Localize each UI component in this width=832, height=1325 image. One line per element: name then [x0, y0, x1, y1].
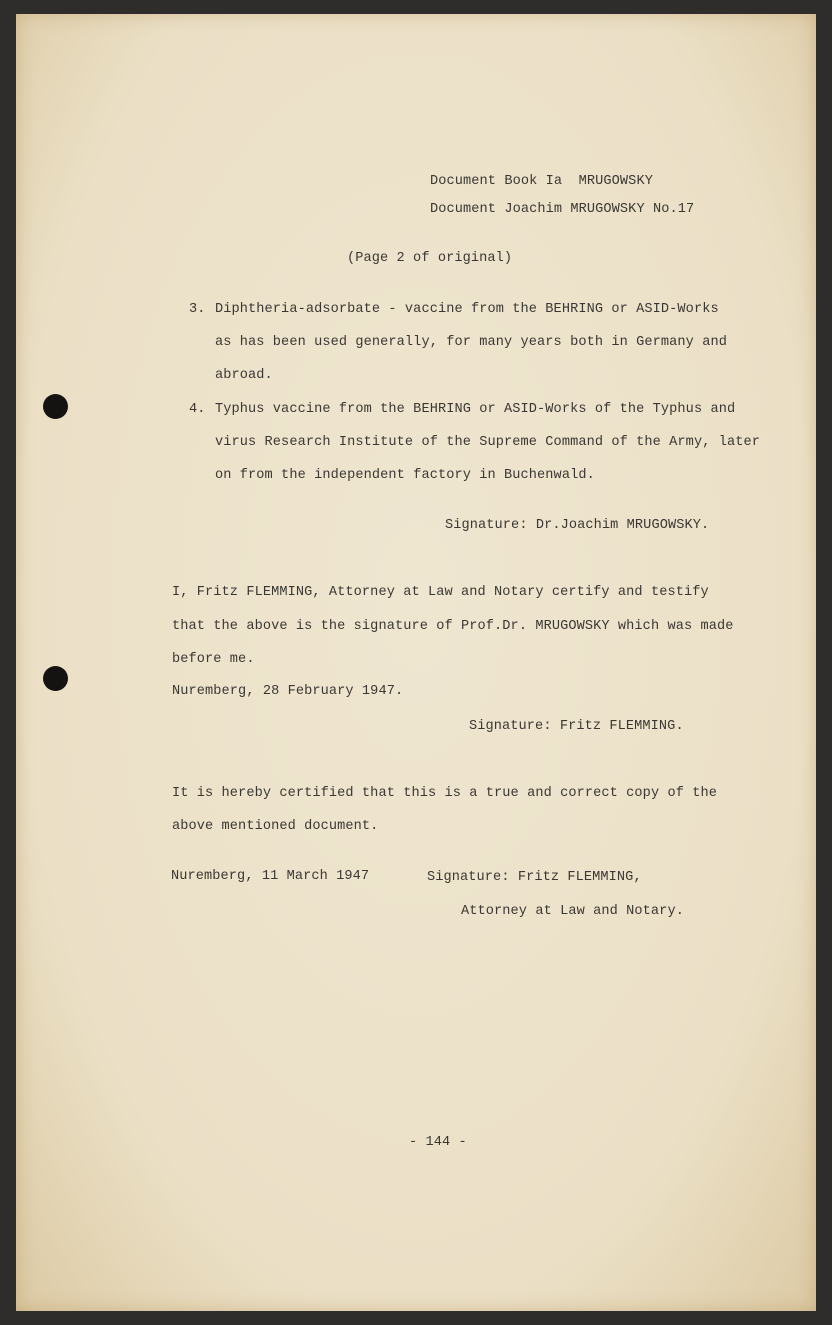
page-reference: (Page 2 of original) — [347, 251, 513, 266]
copy-signature: Signature: Fritz FLEMMING, — [427, 870, 642, 885]
certification-signature: Signature: Fritz FLEMMING. — [469, 719, 684, 734]
punch-hole — [43, 394, 68, 419]
certification-line: before me. — [172, 652, 255, 667]
page-number: - 144 - — [409, 1135, 467, 1150]
item-line: Diphtheria-adsorbate - vaccine from the BEHRING or ASID-Works — [215, 302, 719, 317]
item-line: virus Research Institute of the Supreme Command of the Army, later — [215, 435, 760, 450]
header-line-1: Document Book Ia MRUGOWSKY — [430, 174, 653, 189]
document-page — [16, 14, 816, 1311]
item-number: 3. — [189, 302, 206, 317]
punch-hole — [43, 666, 68, 691]
item-line: as has been used generally, for many years both in Germany and — [215, 335, 727, 350]
copy-certification-line: It is hereby certified that this is a true and correct copy of the — [172, 786, 717, 801]
signature-mrugowsky: Signature: Dr.Joachim MRUGOWSKY. — [445, 518, 710, 533]
item-line: abroad. — [215, 368, 273, 383]
certification-line: I, Fritz FLEMMING, Attorney at Law and Notary certify and testify — [172, 585, 709, 600]
header-line-2: Document Joachim MRUGOWSKY No.17 — [430, 202, 695, 217]
item-line: on from the independent factory in Buchenwald. — [215, 468, 595, 483]
item-number: 4. — [189, 402, 206, 417]
copy-certification-line: above mentioned document. — [172, 819, 379, 834]
certification-place-date: Nuremberg, 28 February 1947. — [172, 684, 404, 699]
copy-place-date: Nuremberg, 11 March 1947 — [171, 869, 370, 884]
item-line: Typhus vaccine from the BEHRING or ASID-Works of the Typhus and — [215, 402, 736, 417]
copy-signatory-title: Attorney at Law and Notary. — [461, 904, 684, 919]
certification-line: that the above is the signature of Prof.Dr. MRUGOWSKY which was made — [172, 619, 734, 634]
